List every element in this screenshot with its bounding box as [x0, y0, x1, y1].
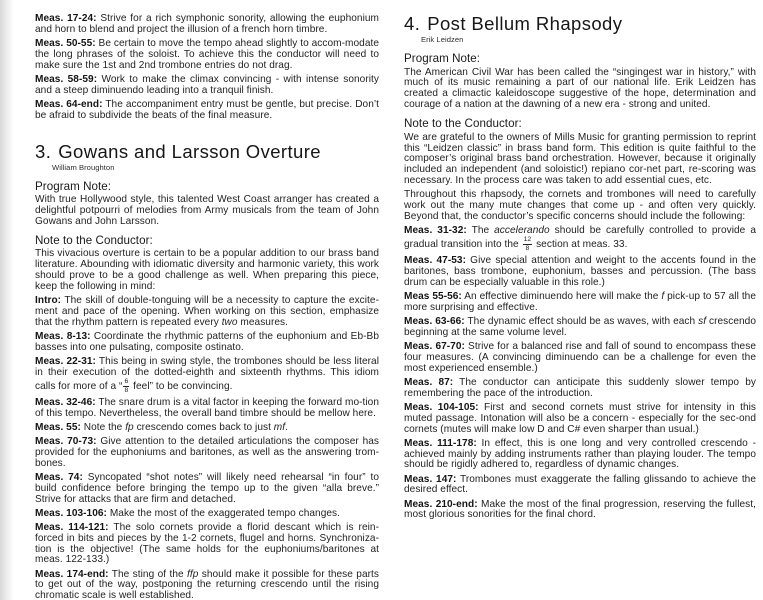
piece-title: Post Bellum Rhapsody [427, 13, 623, 34]
paragraph: Meas. 67-70: Strive for a balanced rise and fall of sound to encompass these four measures. (A convincing diminuendo can be a challenge for even the most experienced ensemble.) [404, 340, 756, 374]
measure-label: Meas. 103-106: [35, 507, 107, 519]
composer-byline: Erik Leidzen [421, 35, 464, 44]
measure-label: Meas. 17-24: [35, 13, 97, 24]
measure-label: Meas. 174-end: [35, 568, 109, 580]
fraction-denominator: 8 [525, 244, 530, 252]
measure-label: Meas. 63-66: [404, 315, 465, 327]
paragraph: Intro: The skill of double-tonguing will be a necessity to capture the excite-ment and pace of the opening. When working on this section, emphasize that the rhythm pattern is repeated every two measures. [35, 295, 379, 329]
right-column [404, 14, 756, 525]
paragraph: Meas. 114-121: The solo cornets provide a florid descant which is rein-forced in bits and pieces by the 1-2 cornets, flugel and horns. Synchroniza-tion is the objective! (The same holds for the euphoniums/baritones at meas. 122-133.) [35, 521, 379, 566]
paragraph: Meas. 22-31: This being in swing style, the trombones should be less literal in their execution of the dotted-eighth and sixteenth rhythms. This idiom calls for more of a “ $\frac{6}{8}$ feel” to be convincing. [35, 356, 379, 394]
piece-heading [35, 142, 379, 162]
paragraph: Meas. 58-59: Work to make the climax convincing - with intense sonority and a steep diminuendo leading into a tranquil finish. [35, 73, 379, 96]
paragraph: Throughout this rhapsody, the cornets and trombones will need to carefully work out the many mute changes that come up - and often very quickly. Beyond that, the conductor’s specific concerns should include the following: [404, 189, 756, 223]
italic-term: two [221, 317, 238, 329]
measure-label: Meas. 210-end: [404, 498, 478, 510]
measure-label: Meas. 114-121: [35, 521, 109, 533]
measure-label: Meas. 55: [35, 421, 81, 433]
time-signature-fraction [123, 379, 129, 395]
paragraph: Meas. 8-13: Coordinate the rhythmic patterns of the euphonium and Eb-Bb basses into one pulsating, composite ostinato. [35, 331, 379, 354]
piece-title: Gowans and Larsson Overture [58, 140, 321, 162]
paragraph: Meas. 17-24: Strive for a rich symphonic sonority, allowing the euphonium and horn to blend and project the illusion of a french horn timbre. [35, 13, 379, 35]
paragraph: We are grateful to the owners of Mills Music for granting permission to reprint this “Leidzen classic” in brass band form. This edition is quite faithful to the composer’s original brass band orchestration. However, because it originally included an independent (and soloistic!) repiano cor-net part, re-scoring was necessary. In the process care was taken to add essential cues, etc. [404, 131, 756, 187]
measure-label: Meas. 32-46: [35, 396, 96, 408]
measure-label: Meas. 147: [404, 473, 457, 485]
paragraph: Meas. 104-105: First and second cornets must strive for intensity in this muted passage. Intonation will also be a concern - especially for the sec-ond cornets (mutes will make low D and C# even sharper than usual.) [404, 401, 756, 435]
measure-label: Meas. 47-53: [404, 254, 466, 266]
paragraph: Meas. 47-53: Give special attention and weight to the accents found in the baritones, bass trombone, euphonium, basses and percussion. (The bass drum can be especially valuable in this role.) [404, 254, 756, 288]
fraction-numerator: 6 [123, 379, 129, 387]
paragraph: This vivacious overture is certain to be a popular addition to our brass band literature. Abounding with idiomatic diversity and harmonic variety, this work should prove to be a good challenge as well. When preparing this piece, keep the following in mind: [35, 248, 379, 293]
measure-label: Meas. 111-178: [404, 437, 477, 449]
left-column [35, 14, 379, 600]
paragraph: With true Hollywood style, this talented West Coast arranger has created a delightful potpourri of melodies from Army musicals from the team of John Gowans and John Larsson. [35, 194, 379, 228]
paragraph: Meas. 32-46: The snare drum is a vital factor in keeping the forward mo-tion of this tempo. Nevertheless, the overall band timbre should be mellow here. [35, 396, 379, 419]
section-subhead: Note to the Conductor: [404, 117, 522, 131]
measure-label: Meas. 50-55: [35, 38, 96, 49]
italic-term: fp [125, 421, 134, 433]
measure-label: Meas. 64-end: [35, 98, 103, 110]
section-subhead: Program Note: [35, 179, 112, 193]
measure-label: Intro: [35, 295, 62, 307]
section-subhead: Note to the Conductor: [35, 233, 153, 247]
italic-term: f [661, 290, 665, 302]
italic-term: accelerando [494, 225, 550, 237]
paragraph: Meas. 31-32: The accelerando should be carefully controlled to provide a gradual transition into the $\frac{12}{8}$ section at meas. 33. [404, 225, 756, 252]
paragraph: Meas 55-56: An effective diminuendo here will make the f pick-up to 57 all the more surprising and effective. [404, 290, 756, 313]
measure-label: Meas. 67-70: [404, 340, 465, 352]
paragraph: Meas. 74: Syncopated “shot notes” will likely need rehearsal “in four” to build confidence before bringing the tempo up to the given “alla breve.” Strive for attacks that are firm and detached. [35, 471, 379, 505]
measure-label: Meas. 22-31: [35, 356, 96, 368]
measure-label: Meas. 58-59: [35, 73, 98, 85]
measure-label: Meas 55-56: [404, 290, 462, 302]
measure-label: Meas. 8-13: [35, 331, 91, 343]
measure-label: Meas. 74: [35, 471, 83, 483]
paragraph: Meas. 50-55: Be certain to move the tempo ahead slightly to accom-modate the long phrases of the soloist. To achieve this the conductor will need to make sure the 1st and 2nd trombone entries do not drag. [35, 38, 379, 71]
paragraph: Meas. 111-178: In effect, this is one long and very controlled crescendo - achieved mainly by adding instruments rather than playing louder. The tempo should be rigidly adhered to, regardless of dynamic changes. [404, 437, 756, 471]
paragraph: Meas. 64-end: The accompaniment entry must be gentle, but precise. Don’t be afraid to subdivide the beats of the final measure. [35, 98, 380, 121]
paragraph: Meas. 147: Trombones must exaggerate the falling glissando to achieve the desired effect. [404, 473, 756, 496]
time-signature-fraction [523, 237, 533, 253]
measure-label: Meas. 70-73: [35, 435, 97, 447]
paragraph: Meas. 55: Note the fp crescendo comes back to just mf. [35, 421, 288, 433]
paragraph: Meas. 87: The conductor can anticipate this suddenly slower tempo by remembering the pace of the introduction. [404, 376, 756, 399]
italic-term: mf [273, 421, 286, 433]
measure-label: Meas. 31-32: [404, 225, 467, 237]
italic-term: ffp [187, 568, 199, 580]
section-subhead: Program Note: [404, 52, 481, 65]
paragraph: Meas. 103-106: Make the most of the exaggerated tempo changes. [35, 507, 340, 519]
scan-edge-shadow [0, 0, 14, 600]
measure-label: Meas. 104-105: [404, 401, 479, 413]
paragraph: Meas. 70-73: Give attention to the detailed articulations the composer has provided for the euphoniums and baritones, as well as the answering trom-bones. [35, 435, 379, 469]
paragraph: Meas. 210-end: Make the most of the final progression, reserving the fullest, most glorious sonorities for the final chord. [404, 498, 756, 521]
piece-number: 4. [404, 13, 421, 34]
composer-byline: William Broughton [52, 162, 115, 172]
paragraph: The American Civil War has been called the “singingest war in history,” with much of its music remaining a part of our national life. Erik Leidzen has created a climactic kaleidoscope suggestive of the hope, determination and courage of a nation at the dawning of a new era - strong and united. [404, 66, 756, 111]
fraction-numerator: 12 [523, 237, 533, 245]
piece-heading [404, 14, 756, 34]
paragraph: Meas. 174-end: The sting of the ffp should make it possible for these parts to get out of the way, postponing the returning crescendo until the rising chromatic scale is well established. [35, 568, 379, 600]
measure-label: Meas. 87: [404, 376, 454, 388]
fraction-denominator: 8 [124, 386, 129, 394]
paragraph: Meas. 63-66: The dynamic effect should be as waves, with each sf crescendo beginning at the same volume level. [404, 315, 757, 338]
italic-term: sf [698, 315, 707, 327]
piece-number: 3. [35, 140, 52, 162]
